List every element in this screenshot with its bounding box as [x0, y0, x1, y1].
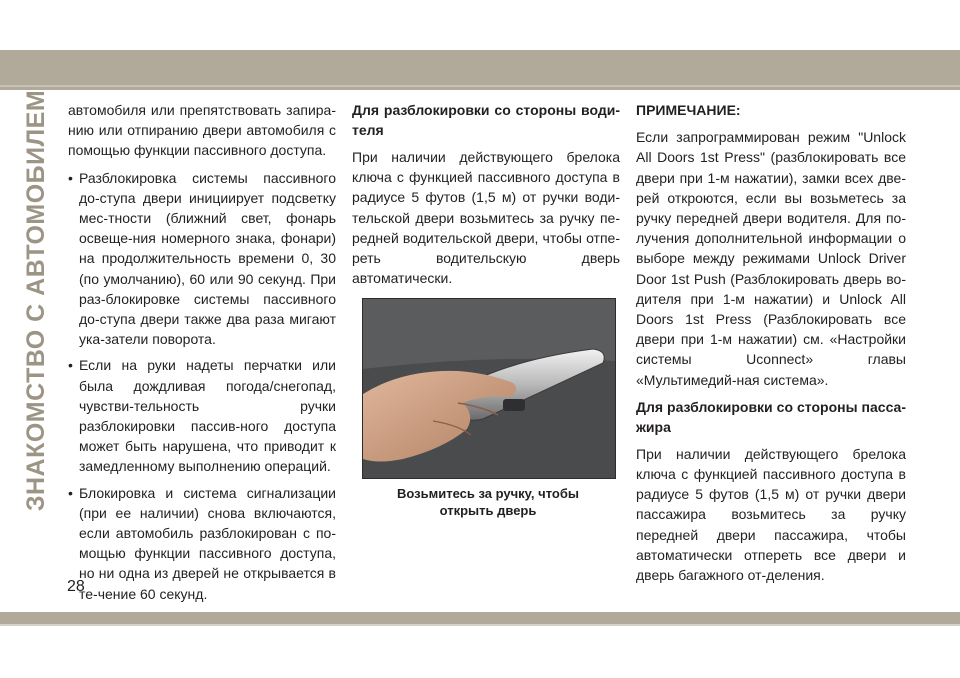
figure-caption	[362, 485, 614, 519]
bullet-item: • Если на руки надеты перчатки или была дождливая погода/снегопад, чувстви-тельность ручки разблокировки пассив-ного доступа может быть нарушена, что приводит к замедленному выполнению операций.	[68, 355, 336, 476]
driver-unlock-paragraph: При наличии действующего брелока ключа с функцией пассивного доступа в радиусе 5 футов (1,5 м) от ручки води-тельской двери возьмитесь за ручку пе-редней водительской двери, чтобы отпе-реть водительскую дверь автоматически.	[352, 149, 620, 287]
intro-paragraph: автомобиля или препятствовать запира-нию или отпиранию двери автомобиля с помощью функции пассивного доступа.	[68, 102, 336, 159]
figure-caption-line-2: открыть дверь	[439, 503, 537, 519]
text-column-2	[352, 100, 620, 519]
text-column-3	[636, 100, 906, 592]
footer-rule	[0, 624, 960, 626]
driver-unlock-heading: Для разблокировки со стороны води-теля	[352, 102, 620, 138]
section-title-vertical	[17, 89, 57, 511]
footer-band	[0, 612, 960, 624]
header-band	[0, 0, 960, 50]
passenger-unlock-heading: Для разблокировки со стороны пасса-жира	[636, 398, 906, 435]
door-handle-illustration	[363, 299, 615, 478]
passenger-unlock-paragraph: При наличии действующего брелока ключа с функцией пассивного доступа в радиусе 5 футов (1,5 м) от ручки двери пассажира возьмитесь за ручку передней двери пассажира, чтобы автоматически отпереть все двери и дверь багажного от-деления.	[636, 445, 906, 584]
note-title: ПРИМЕЧАНИЕ:	[636, 102, 741, 118]
header-rule	[0, 85, 960, 87]
text-column-1	[68, 100, 336, 610]
note-text: Если запрограммирован режим "Unlock All Doors 1st Press" (разблокировать все двери при 1-м нажатии), замки всех две-рей откроются, если вы возьметесь за ручку передней двери водителя. Для по-лучения дополнительной информации о выборе между режимами Unlock Driver Door 1st Push (Разблокировать дверь во-дителя при 1-м нажатии) и Unlock All Doors 1st Press (Разблокировать все двери при 1-м нажатии) см. «Настройки системы Uconnect» главы «Мультимедий-ная система».	[636, 129, 906, 388]
page-number: 28	[67, 578, 85, 595]
door-handle-photo	[362, 298, 616, 479]
bullet-item: • Блокировка и система сигнализации (при ее наличии) снова включаются, если автомобиль разблокирован с по-мощью функции пассивного доступа, но ни одна из дверей не открывается в те-чение 60 секунд.	[68, 483, 336, 604]
section-title-text: ЗНАКОМСТВО С АВТОМОБИЛЕМ	[22, 89, 51, 511]
figure-caption-line-1: Возьмитесь за ручку, чтобы	[397, 486, 579, 502]
bullet-item: • Разблокировка системы пассивного до-ступа двери инициирует подсветку мес-тности (ближний свет, фонарь освеще-ния номерного знака, фонари) на продолжительность времени 0, 30 (по умолчанию), 60 или 90 секунд. При раз-блокировке системы пассивного до-ступа двери также два раза мигают ука-затели поворота.	[68, 168, 336, 350]
header-stripe	[0, 50, 960, 90]
